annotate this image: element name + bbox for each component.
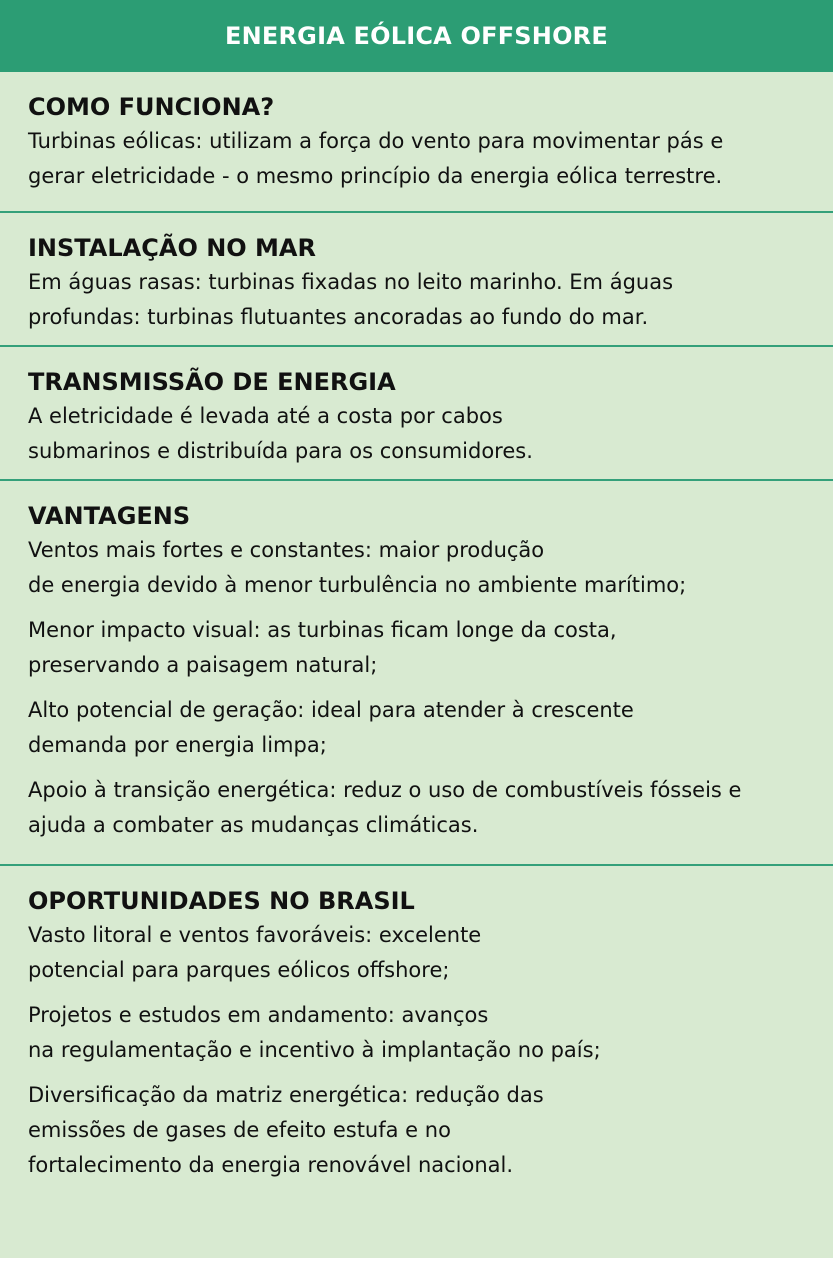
section-paragraph: Ventos mais fortes e constantes: maior produção de energia devido à menor turbulência no ambiente marítimo; bbox=[28, 538, 687, 597]
section-paragraph: Projetos e estudos em andamento: avanços na regulamentação e incentivo à implantação no país; bbox=[28, 1003, 601, 1062]
section-transmissao-de-energia bbox=[0, 347, 833, 481]
section-paragraph: Apoio à transição energética: reduz o uso de combustíveis fósseis e ajuda a combater as mudanças climáticas. bbox=[28, 778, 742, 837]
section-title: COMO FUNCIONA? bbox=[28, 93, 275, 121]
section-instalacao-no-mar bbox=[0, 213, 833, 347]
card-header bbox=[0, 0, 833, 72]
section-paragraph: Em águas rasas: turbinas fixadas no leito marinho. Em águas profundas: turbinas flutuantes ancoradas ao fundo do mar. bbox=[28, 270, 674, 329]
section-title: TRANSMISSÃO DE ENERGIA bbox=[28, 368, 396, 396]
section-paragraph: Diversificação da matriz energética: redução das emissões de gases de efeito estufa e no fortalecimento da energia renovável nacional. bbox=[28, 1083, 544, 1177]
section-title: OPORTUNIDADES NO BRASIL bbox=[28, 887, 415, 915]
section-como-funciona bbox=[0, 72, 833, 213]
section-paragraph: Vasto litoral e ventos favoráveis: excelente potencial para parques eólicos offshore; bbox=[28, 923, 482, 982]
section-vantagens bbox=[0, 481, 833, 866]
section-paragraph: Turbinas eólicas: utilizam a força do vento para movimentar pás e gerar eletricidade - o mesmo princípio da energia eólica terrestre. bbox=[28, 129, 724, 188]
section-title: INSTALAÇÃO NO MAR bbox=[28, 234, 316, 262]
section-paragraph: A eletricidade é levada até a costa por cabos submarinos e distribuída para os consumidores. bbox=[28, 404, 533, 463]
section-oportunidades-no-brasil bbox=[0, 866, 833, 1258]
section-paragraph: Menor impacto visual: as turbinas ficam longe da costa, preservando a paisagem natural; bbox=[28, 618, 617, 677]
section-title: VANTAGENS bbox=[28, 502, 191, 530]
section-paragraph: Alto potencial de geração: ideal para atender à crescente demanda por energia limpa; bbox=[28, 698, 634, 757]
card-title: ENERGIA EÓLICA OFFSHORE bbox=[225, 22, 608, 50]
